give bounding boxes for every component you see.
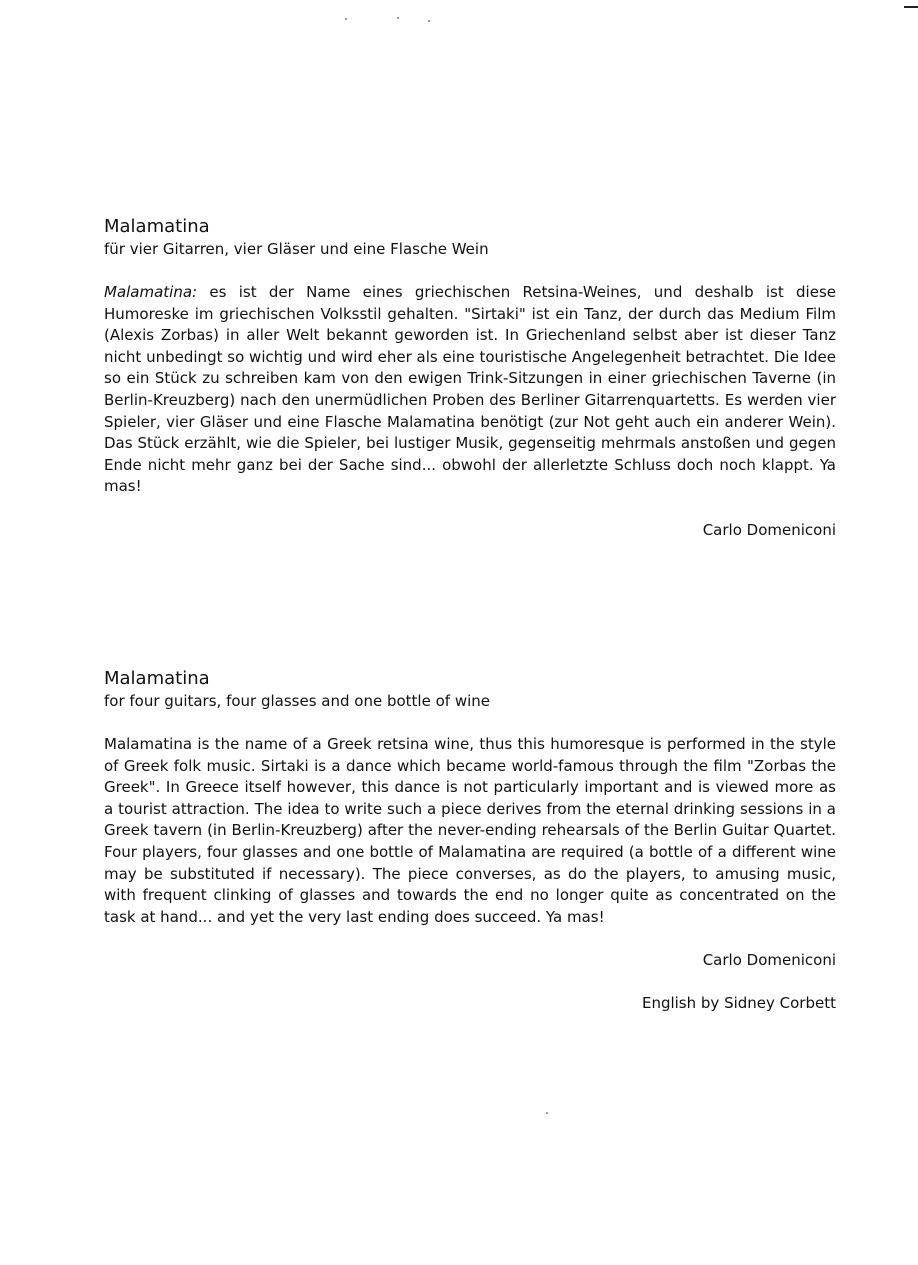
scan-speck	[345, 18, 347, 20]
english-title: Malamatina	[104, 668, 210, 689]
scan-speck	[546, 1112, 548, 1114]
translator-credit: English by Sidney Corbett	[641, 994, 836, 1013]
german-body-text: es ist der Name eines griechischen Retsina-Weines, und deshalb ist diese Humoreske im griechischen Volksstil gehalten. "Sirtaki" ist ein Tanz, der durch das Medium Film (Alexis Zorbas) in aller Welt bekannt geworden ist. In Griechenland selbst aber ist dieser Tanz nicht unbedingt so wichtig und wird eher als eine touristische Angelegenheit betrachtet. Die Idee so ein Stück zu schreiben kam von den ewigen Trink-Sitzungen in einer griechischen Taverne (in Berlin-Kreuzberg) nach den unermüdlichen Proben des Berliner Gitarrenquartetts. Es werden vier Spieler, vier Gläser und eine Flasche Malamatina benötigt (zur Not geht auch ein anderer Wein). Das Stück erzählt, wie die Spieler, bei lustiger Musik, gegenseitig mehrmals anstoßen und gegen Ende nicht mehr ganz bei der Sache sind... obwohl der allerletzte Schluss doch noch klappt. Ya mas!	[104, 283, 836, 496]
scan-speck	[397, 17, 399, 19]
english-signature: Carlo Domeniconi	[702, 951, 836, 970]
english-section	[104, 668, 836, 1029]
german-body	[104, 282, 836, 498]
german-title: Malamatina	[104, 216, 210, 237]
german-signature: Carlo Domeniconi	[702, 520, 836, 539]
page-edge-mark	[904, 6, 918, 8]
german-section	[104, 216, 836, 541]
english-body: Malamatina is the name of a Greek retsina wine, thus this humoresque is performed in the style of Greek folk music. Sirtaki is a dance which became world-famous through the film "Zorbas the Greek". In Greece itself however, this dance is not particularly important and is viewed more as a tourist attraction. The idea to write such a piece derives from the eternal drinking sessions in a Greek tavern (in Berlin-Kreuzberg) after the never-ending rehearsals of the Berlin Guitar Quartet. Four players, four glasses and one bottle of Malamatina are required (a bottle of a different wine may be substituted if necessary). The piece converses, as do the players, to amusing music, with frequent clinking of glasses and towards the end no longer quite as concentrated on the task at hand... and yet the very last ending does succeed. Ya mas!	[104, 735, 836, 926]
scan-speck	[428, 20, 430, 22]
german-subtitle: für vier Gitarren, vier Gläser und eine Flasche Wein	[104, 240, 489, 258]
english-subtitle: for four guitars, four glasses and one bottle of wine	[104, 692, 490, 710]
german-lead-term: Malamatina:	[104, 283, 198, 301]
